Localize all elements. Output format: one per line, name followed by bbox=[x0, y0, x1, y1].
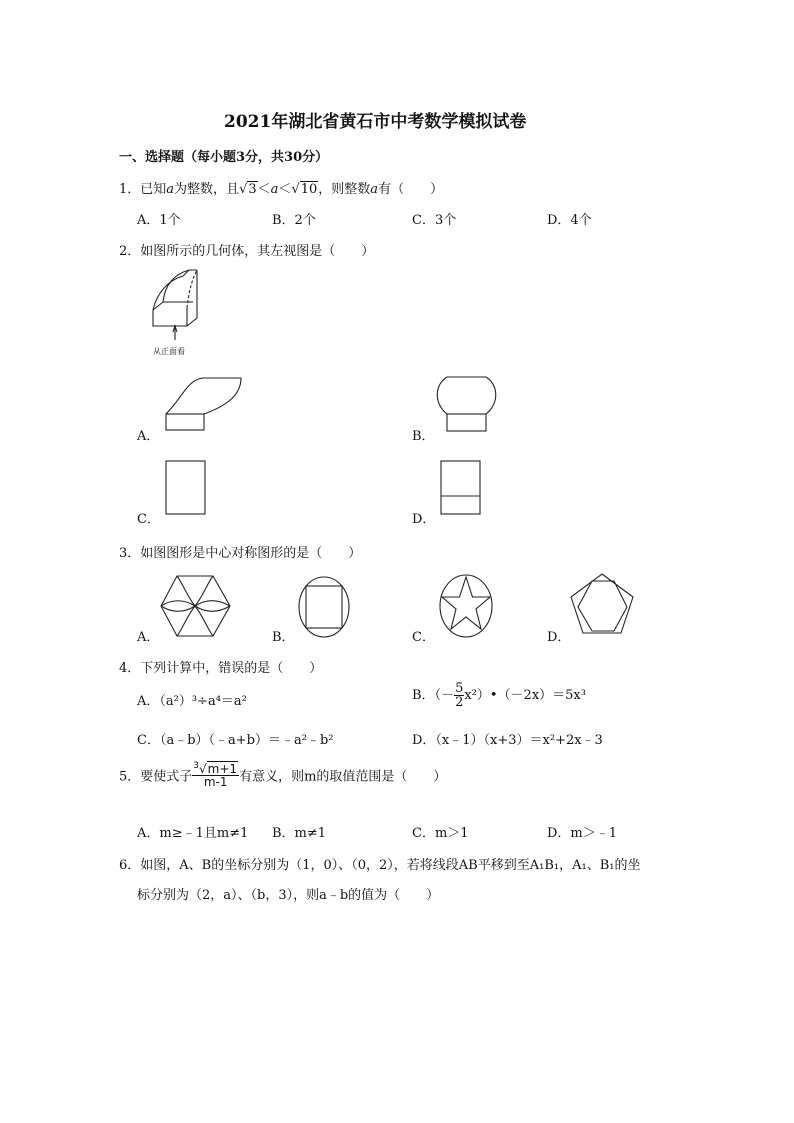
q5-option-b[interactable]: B．m≠1 bbox=[272, 826, 327, 841]
q5-text-b: 有意义，则m的取值范围是（ ） bbox=[239, 769, 447, 785]
q2-option-c-label[interactable]: C． bbox=[137, 512, 160, 527]
q5-option-d[interactable]: D．m＞﹣1 bbox=[547, 826, 618, 841]
q2-option-a-figure[interactable] bbox=[163, 377, 245, 433]
q5-root-index: 3 bbox=[193, 761, 200, 771]
q2-option-c-figure[interactable] bbox=[165, 460, 207, 516]
q4-option-a[interactable]: A．（a²）³÷a⁴＝a² bbox=[137, 694, 247, 709]
q2-solid-figure bbox=[137, 262, 207, 342]
q3-option-a-figure[interactable] bbox=[160, 574, 232, 640]
q5-option-c[interactable]: C．m＞1 bbox=[412, 826, 469, 841]
q5-denominator: m-1 bbox=[203, 775, 228, 789]
page-title: 2021年湖北省黄石市中考数学模拟试卷 bbox=[224, 112, 527, 132]
q1-option-c[interactable]: C．3个 bbox=[412, 213, 457, 228]
q1-lt2: ＜ bbox=[278, 182, 292, 197]
q2-option-b-figure[interactable] bbox=[438, 376, 498, 434]
q1-sqrt10: 10 bbox=[300, 182, 318, 197]
q1-var-a3: a bbox=[370, 182, 379, 197]
question-4-stem: 4．下列计算中，错误的是（ ） bbox=[119, 661, 323, 676]
q4-b-fraction bbox=[454, 682, 464, 709]
q5-option-a[interactable]: A．m≥﹣1且m≠1 bbox=[137, 826, 249, 841]
q3-option-d-label[interactable]: D． bbox=[547, 630, 571, 645]
q4-option-b[interactable] bbox=[412, 682, 586, 709]
q1-text-a: 1．已知 bbox=[119, 182, 167, 197]
q5-text-a: 5．要使式子 bbox=[119, 769, 193, 785]
q4-option-c[interactable]: C．（a﹣b）（﹣a+b）＝﹣a²﹣b² bbox=[137, 733, 334, 748]
q5-numerator: $^3$√m+1 bbox=[193, 761, 238, 776]
q4-b-den: 2 bbox=[455, 695, 464, 710]
q4-b-pre: B．（－ bbox=[412, 688, 455, 703]
q1-text-b: 为整数，且 bbox=[174, 182, 240, 197]
q1-var-a2: a bbox=[270, 182, 279, 197]
q1-text-d: 有（ ） bbox=[378, 182, 444, 197]
q3-option-b-label[interactable]: B． bbox=[272, 630, 295, 645]
question-3-stem: 3．如图图形是中心对称图形的是（ ） bbox=[119, 546, 362, 561]
q3-option-d-figure[interactable] bbox=[570, 573, 636, 635]
q1-text-c: ，则整数 bbox=[318, 182, 371, 197]
question-2-stem: 2．如图所示的几何体，其左视图是（ ） bbox=[119, 244, 375, 259]
question-5-stem bbox=[119, 762, 446, 788]
q2-caption: 从正面看 bbox=[153, 347, 185, 356]
q3-option-a-label[interactable]: A． bbox=[137, 630, 160, 645]
question-6-line-2: 标分别为（2，a）、（b，3），则a﹣b的值为（ ） bbox=[137, 888, 440, 903]
q2-option-d-label[interactable]: D． bbox=[412, 512, 436, 527]
q1-option-a[interactable]: A．1个 bbox=[137, 213, 181, 228]
q1-sqrt3: 3 bbox=[248, 182, 257, 197]
q1-option-b[interactable]: B．2个 bbox=[272, 213, 316, 228]
question-1-stem: 1．已知a为整数，且√3＜a＜√10，则整数a有（ ） bbox=[119, 182, 444, 197]
q2-option-a-label[interactable]: A． bbox=[137, 429, 160, 444]
q2-option-b-label[interactable]: B． bbox=[412, 429, 435, 444]
section-heading-choice: 一、选择题（每小题3分，共30分） bbox=[119, 150, 329, 165]
q5-fraction bbox=[192, 762, 239, 788]
q1-option-d[interactable]: D．4个 bbox=[547, 213, 592, 228]
q3-option-c-label[interactable]: C． bbox=[412, 630, 435, 645]
q4-b-post: x²）•（－2x）＝5x³ bbox=[464, 688, 586, 703]
q3-option-b-figure[interactable] bbox=[298, 575, 352, 639]
question-6-line-1: 6．如图，A、B的坐标分别为（1，0）、（0，2），若将线段AB平移到至A₁B₁，A₁、B₁的坐 bbox=[119, 858, 641, 873]
q1-lt1: ＜ bbox=[257, 182, 271, 197]
q5-num-value: m+1 bbox=[207, 762, 238, 776]
q4-option-d[interactable]: D．（x﹣1）（x+3）＝x²+2x﹣3 bbox=[412, 733, 603, 748]
q2-option-d-figure[interactable] bbox=[440, 460, 482, 516]
q4-b-num: 5 bbox=[455, 681, 464, 696]
q3-option-c-figure[interactable] bbox=[439, 573, 495, 639]
q1-var-a: a bbox=[166, 182, 175, 197]
